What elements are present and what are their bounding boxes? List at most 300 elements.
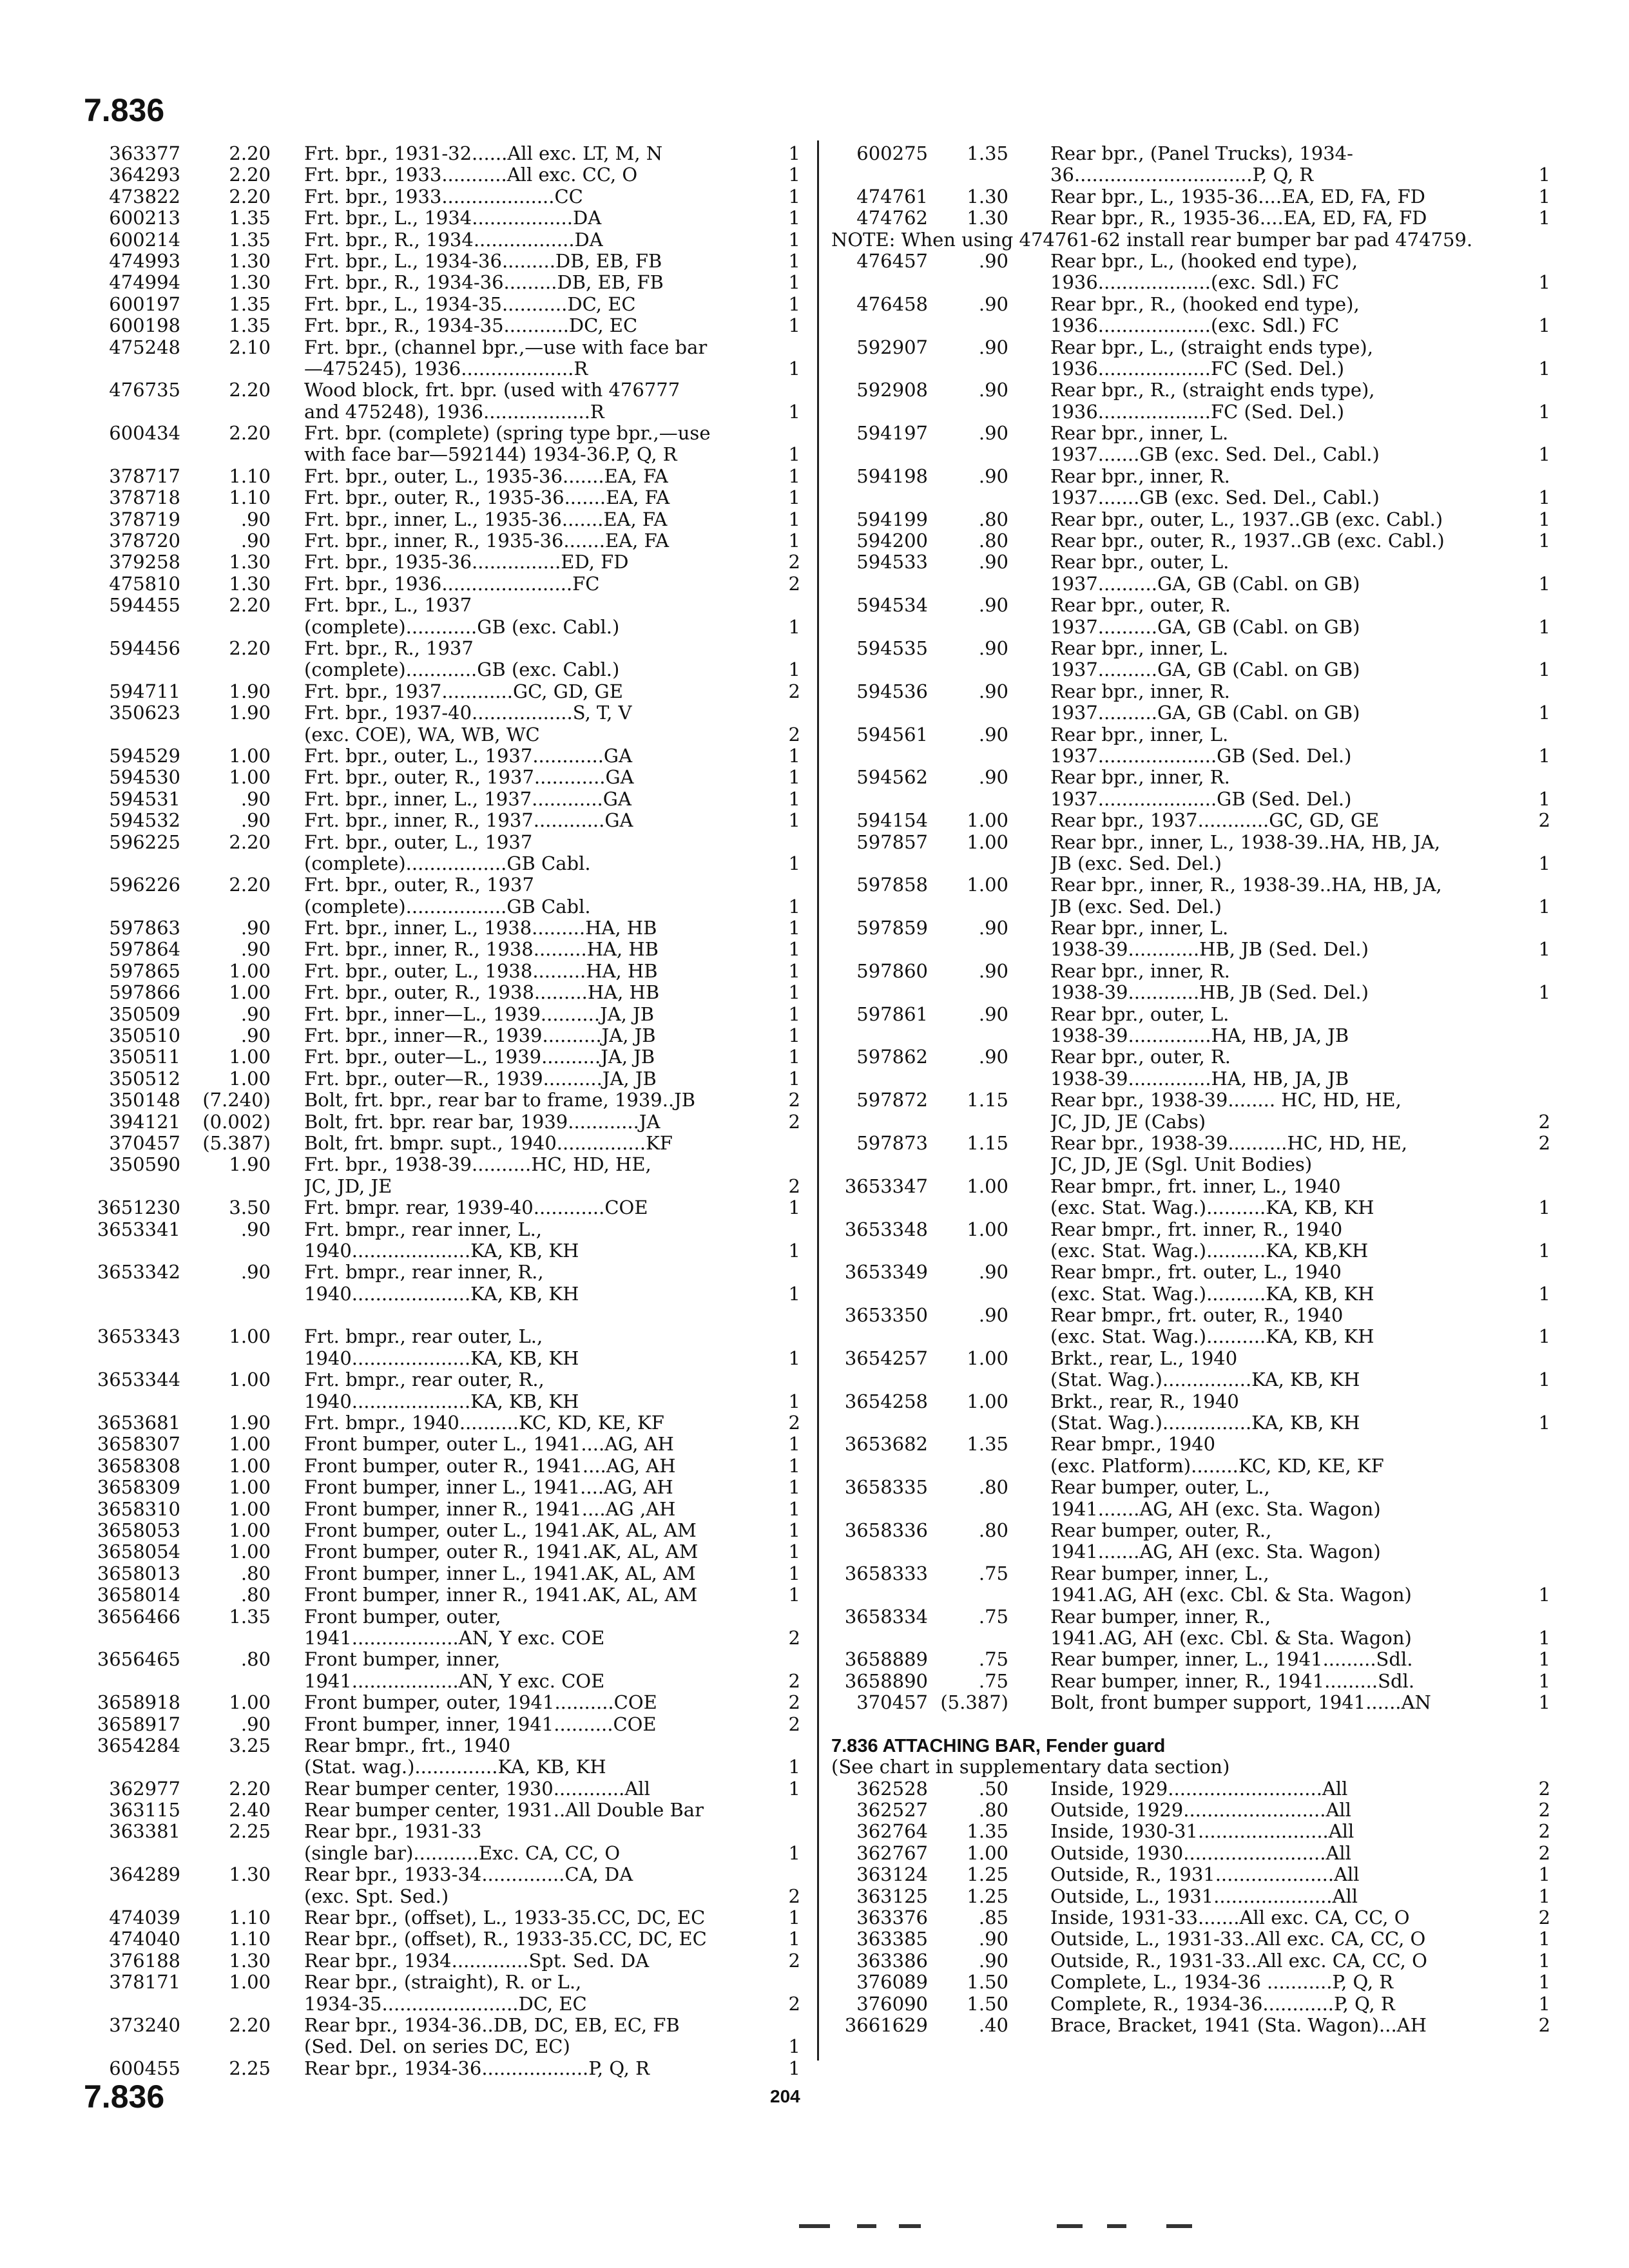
part-number: 363125 xyxy=(856,1885,928,1907)
parts-row xyxy=(831,852,1550,874)
parts-row xyxy=(831,1499,1547,1520)
quantity: 1 xyxy=(1538,1626,1550,1649)
part-number: 378718 xyxy=(109,486,180,509)
quantity: 1 xyxy=(1538,1949,1550,1972)
parts-row xyxy=(84,1756,805,1778)
description: Frt. bpr., 1935-36...............ED, FD xyxy=(304,552,629,573)
description: Front bumper, inner R., 1941.AK, AL, AM xyxy=(304,1584,698,1606)
description: Brkt., rear, L., 1940 xyxy=(1050,1347,1238,1369)
quantity: 1 xyxy=(788,1907,800,1929)
quantity: 1 xyxy=(1538,207,1550,229)
description: Frt. bpr., 1937............GC, GD, GE xyxy=(304,680,623,702)
price: .50 xyxy=(978,1777,1008,1800)
part-number: 597858 xyxy=(856,874,928,896)
description: Rear bumper, outer, L., xyxy=(1050,1477,1270,1499)
price: 1.35 xyxy=(967,142,1008,164)
parts-row xyxy=(831,1025,1547,1046)
parts-row xyxy=(84,1520,805,1541)
parts-row xyxy=(831,1325,1550,1348)
description: (Sed. Del. on series DC, EC) xyxy=(304,2036,570,2058)
quantity: 1 xyxy=(1538,787,1550,810)
parts-row xyxy=(84,1628,805,1649)
quantity: 1 xyxy=(788,1347,800,1369)
description: Rear bmpr., frt. inner, L., 1940 xyxy=(1050,1175,1341,1197)
parts-row xyxy=(84,1714,805,1735)
price: 1.00 xyxy=(229,959,271,982)
part-number: 350509 xyxy=(109,1003,180,1025)
price: .90 xyxy=(978,336,1008,358)
part-number: 594535 xyxy=(856,637,928,659)
description: (single bar)...........Exc. CA, CC, O xyxy=(304,1842,621,1864)
description: 1937....................GB (Sed. Del.) xyxy=(1050,788,1352,810)
description: Front bumper, outer R., 1941.AK, AL, AM xyxy=(304,1541,699,1563)
parts-row xyxy=(84,982,805,1003)
part-number: 363377 xyxy=(109,142,180,164)
description: (exc. Stat. Wag.)..........KA, KB, KH xyxy=(1050,1326,1374,1348)
quantity: 1 xyxy=(1538,1669,1550,1692)
description: Rear bpr., inner, R. xyxy=(1050,767,1230,789)
part-number: 350510 xyxy=(109,1024,180,1047)
part-number: 592908 xyxy=(856,379,928,401)
parts-row xyxy=(831,1456,1547,1477)
parts-row xyxy=(84,681,805,702)
description: and 475248), 1936..................R xyxy=(304,401,604,423)
quantity: 1 xyxy=(1538,185,1550,207)
parts-row xyxy=(831,702,1550,724)
part-number: 594455 xyxy=(109,594,180,617)
quantity: 1 xyxy=(1538,443,1550,466)
parts-row xyxy=(84,853,805,874)
description: Frt. bpr., 1938-39..........HC, HD, HE, xyxy=(304,1154,651,1176)
parts-row xyxy=(831,400,1550,423)
price: 1.00 xyxy=(967,1218,1008,1240)
description: (complete).................GB Cabl. xyxy=(304,896,591,918)
quantity: 1 xyxy=(788,249,800,272)
part-number: 3658013 xyxy=(97,1562,180,1584)
parts-row xyxy=(84,1994,805,2015)
part-number: 350590 xyxy=(109,1153,180,1176)
price: 2.20 xyxy=(229,379,271,401)
parts-row xyxy=(84,2058,805,2079)
part-number: 379258 xyxy=(109,551,180,573)
parts-row xyxy=(84,164,805,186)
price: (5.387) xyxy=(202,1131,271,1154)
part-number: 594200 xyxy=(856,530,928,552)
part-number: 378720 xyxy=(109,530,180,552)
price: 1.15 xyxy=(967,1089,1008,1111)
part-number: 600198 xyxy=(109,314,180,337)
price: .90 xyxy=(978,1261,1008,1283)
parts-row xyxy=(84,251,805,272)
quantity: 1 xyxy=(1538,357,1550,380)
parts-row xyxy=(84,1563,805,1584)
quantity: 1 xyxy=(788,1497,800,1520)
price: .90 xyxy=(978,1949,1008,1972)
quantity: 1 xyxy=(1538,1971,1550,1994)
column-divider xyxy=(817,140,819,2061)
note-text: (See chart in supplementary data section) xyxy=(831,1756,1230,1778)
parts-row xyxy=(831,658,1550,681)
part-number: 474039 xyxy=(109,1907,180,1929)
description: 1937..........GA, GB (Cabl. on GB) xyxy=(1050,702,1360,724)
parts-row xyxy=(831,486,1550,509)
part-number: 394121 xyxy=(109,1110,180,1133)
description: Rear bmpr., 1940 xyxy=(1050,1434,1216,1456)
price: 2.20 xyxy=(229,164,271,186)
parts-row xyxy=(84,487,805,508)
description: Frt. bpr., L., 1934-35...........DC, EC xyxy=(304,293,636,315)
description: 1937..........GA, GB (Cabl. on GB) xyxy=(1050,616,1360,638)
note-text: NOTE: When using 474761-62 install rear bumper bar pad 474759. xyxy=(831,228,1473,251)
quantity: 1 xyxy=(1538,615,1550,638)
parts-row xyxy=(831,1563,1547,1584)
quantity: 1 xyxy=(788,1003,800,1025)
quantity: 1 xyxy=(788,314,800,337)
part-number: 362528 xyxy=(856,1777,928,1800)
price: 1.35 xyxy=(229,293,271,315)
price: 1.35 xyxy=(229,207,271,229)
description: Outside, L., 1931-33..All exc. CA, CC, O xyxy=(1050,1928,1426,1950)
price: .90 xyxy=(978,422,1008,445)
description: Rear bpr., inner, L. xyxy=(1050,423,1229,445)
parts-row xyxy=(831,681,1547,702)
description: Rear bpr., (offset), L., 1933-35.CC, DC, EC xyxy=(304,1907,706,1929)
description: 1941.......AG, AH (exc. Sta. Wagon) xyxy=(1050,1498,1381,1520)
footer-mark xyxy=(1166,2224,1192,2228)
page-number: 204 xyxy=(770,2086,800,2106)
description: (Stat. wag.)..............KA, KB, KH xyxy=(304,1756,606,1778)
part-number: 597861 xyxy=(856,1003,928,1025)
description: 1937..........GA, GB (Cabl. on GB) xyxy=(1050,659,1360,681)
parts-row xyxy=(831,638,1547,659)
quantity: 1 xyxy=(788,400,800,423)
part-number: 350511 xyxy=(109,1046,180,1068)
description: Frt. bmpr., rear outer, R., xyxy=(304,1369,545,1391)
parts-row xyxy=(831,1756,1547,1778)
parts-row xyxy=(84,186,805,207)
description: Frt. bpr., 1937-40.................S, T, V xyxy=(304,702,632,724)
parts-row xyxy=(84,1283,805,1305)
part-number: 3658307 xyxy=(97,1433,180,1456)
part-number: 363124 xyxy=(856,1863,928,1886)
parts-row xyxy=(84,1864,805,1885)
part-number: 363376 xyxy=(856,1907,928,1929)
part-number: 597857 xyxy=(856,831,928,853)
parts-row xyxy=(84,2015,805,2036)
quantity: 1 xyxy=(1538,658,1550,681)
description: (complete)............GB (exc. Cabl.) xyxy=(304,659,620,681)
part-number: 364293 xyxy=(109,164,180,186)
price: 1.00 xyxy=(229,1497,271,1520)
part-number: 378717 xyxy=(109,465,180,487)
price: 3.25 xyxy=(229,1734,271,1756)
part-number: 3653681 xyxy=(97,1412,180,1434)
description: Front bumper, outer, xyxy=(304,1606,501,1628)
part-number: 594531 xyxy=(109,787,180,810)
parts-row xyxy=(84,961,805,982)
parts-row xyxy=(831,1068,1547,1090)
parts-row xyxy=(831,423,1547,444)
price: 2.20 xyxy=(229,185,271,207)
parts-row xyxy=(831,1477,1547,1498)
description: Rear bpr., 1937............GC, GD, GE xyxy=(1050,810,1380,832)
quantity: 2 xyxy=(1538,2013,1550,2036)
price: 1.35 xyxy=(229,314,271,337)
parts-row xyxy=(84,1025,805,1046)
price: 1.00 xyxy=(229,1476,271,1499)
price: 1.00 xyxy=(229,981,271,1004)
parts-row xyxy=(831,552,1547,573)
price: 1.10 xyxy=(229,465,271,487)
parts-row xyxy=(84,1606,805,1628)
price: 1.30 xyxy=(967,207,1008,229)
description: Frt. bpr., outer, R., 1935-36.......EA, FA xyxy=(304,487,670,509)
description: Wood block, frt. bpr. (used with 476777 xyxy=(304,380,680,401)
quantity: 1 xyxy=(1538,1196,1550,1219)
parts-row xyxy=(831,1004,1547,1025)
description: Rear bpr., outer, L. xyxy=(1050,1003,1229,1025)
price: 2.20 xyxy=(229,594,271,617)
parts-row xyxy=(84,1456,805,1477)
description: Frt. bpr., 1933...........All exc. CC, O xyxy=(304,164,638,186)
part-number: 350623 xyxy=(109,702,180,724)
description: Frt. bpr., R., 1934-35...........DC, EC xyxy=(304,315,638,337)
price: 1.00 xyxy=(229,1433,271,1456)
quantity: 1 xyxy=(788,1584,800,1606)
description: Frt. bpr., 1936......................FC xyxy=(304,573,600,595)
description: 36..............................P, Q, R xyxy=(1050,164,1314,186)
quantity: 1 xyxy=(788,207,800,229)
description: Bolt, frt. bmpr. supt., 1940...............KF xyxy=(304,1132,673,1154)
description: Frt. bpr., L., 1937 xyxy=(304,595,472,617)
description: Front bumper, inner L., 1941.AK, AL, AM xyxy=(304,1562,696,1584)
price: .80 xyxy=(978,530,1008,552)
quantity: 1 xyxy=(788,228,800,251)
footer-mark xyxy=(899,2224,921,2228)
part-number: 3656466 xyxy=(97,1605,180,1628)
part-number: 3653348 xyxy=(844,1218,928,1240)
description: Rear bumper center, 1930............All xyxy=(304,1778,650,1800)
description: Frt. bpr., inner, R., 1938.........HA, HB xyxy=(304,939,659,961)
quantity: 1 xyxy=(788,852,800,874)
price: 1.30 xyxy=(229,572,271,595)
description: Outside, R., 1931-33..All exc. CA, CC, O xyxy=(1050,1950,1427,1972)
parts-row xyxy=(84,552,805,573)
price: 1.00 xyxy=(229,1046,271,1068)
parts-row xyxy=(84,1950,805,1972)
part-number: 363385 xyxy=(856,1928,928,1950)
quantity: 1 xyxy=(1538,938,1550,961)
description: (exc. COE), WA, WB, WC xyxy=(304,724,540,745)
quantity: 1 xyxy=(788,486,800,509)
quantity: 1 xyxy=(1538,981,1550,1004)
quantity: 2 xyxy=(1538,1907,1550,1929)
price: .80 xyxy=(978,508,1008,530)
quantity: 1 xyxy=(788,1433,800,1456)
parts-row xyxy=(84,1434,805,1455)
description: (exc. Spt. Sed.) xyxy=(304,1885,449,1907)
description: Frt. bpr., outer—R., 1939..........JA, JB xyxy=(304,1068,657,1090)
quantity: 2 xyxy=(1538,1799,1550,1821)
description: Rear bumper, inner, R., xyxy=(1050,1606,1271,1628)
price: 2.25 xyxy=(229,2057,271,2079)
description: Front bumper, outer, 1941..........COE xyxy=(304,1692,657,1714)
part-number: 3653344 xyxy=(97,1369,180,1391)
price: .75 xyxy=(978,1648,1008,1671)
part-number: 370457 xyxy=(109,1131,180,1154)
part-number: 3654258 xyxy=(844,1390,928,1412)
description: Rear bpr., (straight), R. or L., xyxy=(304,1972,582,1994)
parts-row xyxy=(84,1821,805,1842)
parts-row xyxy=(831,294,1547,315)
parts-row xyxy=(831,1090,1547,1111)
part-number: 474994 xyxy=(109,271,180,294)
description: 1938-39..............HA, HB, JA, JB xyxy=(1050,1025,1349,1047)
description: Bolt, frt. bpr. rear bar, 1939............JA xyxy=(304,1111,660,1133)
price: 1.30 xyxy=(229,271,271,294)
quantity: 1 xyxy=(1538,1282,1550,1305)
price: .90 xyxy=(240,787,271,810)
description: Rear bpr., R., (straight ends type), xyxy=(1050,380,1375,401)
price: .90 xyxy=(978,379,1008,401)
price: .85 xyxy=(978,1907,1008,1929)
parts-row xyxy=(831,832,1547,853)
description: Rear bpr., 1934-36..DB, DC, EB, EC, FB xyxy=(304,2014,680,2036)
price: 1.10 xyxy=(229,486,271,509)
description: 1941.AG, AH (exc. Cbl. & Sta. Wagon) xyxy=(1050,1584,1412,1606)
parts-row xyxy=(84,315,805,336)
parts-row xyxy=(84,1369,805,1390)
description: Frt. bpr., R., 1934-36.........DB, EB, FB xyxy=(304,272,664,294)
parts-row xyxy=(831,1219,1547,1240)
description: 1940....................KA, KB, KH xyxy=(304,1240,579,1262)
parts-row xyxy=(831,1369,1550,1391)
description: Rear bpr., L., (hooked end type), xyxy=(1050,250,1358,272)
parts-row xyxy=(831,1841,1550,1864)
price: 1.35 xyxy=(967,1433,1008,1456)
parts-row xyxy=(84,1240,805,1262)
price: .90 xyxy=(240,1003,271,1025)
price: 1.35 xyxy=(229,228,271,251)
parts-row xyxy=(831,1971,1550,1994)
parts-row xyxy=(84,724,805,745)
parts-row xyxy=(84,1778,805,1800)
price: 1.30 xyxy=(229,1863,271,1886)
parts-row xyxy=(831,443,1550,466)
description: 1938-39............HB, JB (Sed. Del.) xyxy=(1050,939,1369,961)
description: Rear bpr., R., (hooked end type), xyxy=(1050,293,1360,315)
parts-row xyxy=(84,1133,805,1154)
part-number: 476457 xyxy=(856,249,928,272)
parts-row xyxy=(84,1477,805,1498)
part-number: 3658335 xyxy=(844,1476,928,1499)
quantity: 1 xyxy=(788,357,800,380)
part-number: 378719 xyxy=(109,508,180,530)
description: Frt. bpr., inner—R., 1939..........JA, JB xyxy=(304,1025,656,1047)
description: Brkt., rear, R., 1940 xyxy=(1050,1390,1239,1412)
price: 2.20 xyxy=(229,1777,271,1800)
description: (exc. Stat. Wag.)..........KA, KB, KH xyxy=(1050,1197,1374,1219)
parts-row xyxy=(84,595,805,616)
price: 1.15 xyxy=(967,1131,1008,1154)
parts-row xyxy=(831,1885,1550,1907)
part-number: 596225 xyxy=(109,831,180,853)
description: Rear bpr., inner, R. xyxy=(1050,960,1230,982)
part-number: 600275 xyxy=(856,142,928,164)
price: 2.25 xyxy=(229,1820,271,1843)
quantity: 2 xyxy=(788,1626,800,1649)
quantity: 1 xyxy=(788,959,800,982)
quantity: 1 xyxy=(1538,271,1550,294)
quantity: 1 xyxy=(1538,1885,1550,1907)
part-number: 3653341 xyxy=(97,1218,180,1240)
parts-row xyxy=(84,466,805,487)
parts-row xyxy=(831,229,1547,251)
quantity: 2 xyxy=(788,723,800,745)
part-number: 362977 xyxy=(109,1777,180,1800)
price: 2.20 xyxy=(229,142,271,164)
quantity: 1 xyxy=(788,530,800,552)
price: 1.00 xyxy=(967,809,1008,832)
price: .90 xyxy=(978,249,1008,272)
quantity: 1 xyxy=(1538,1992,1550,2015)
part-number: 362767 xyxy=(856,1841,928,1864)
parts-row xyxy=(84,939,805,960)
parts-row xyxy=(84,207,805,229)
parts-row xyxy=(84,767,805,788)
parts-row xyxy=(831,185,1550,207)
description: Frt. bpr., L., 1934-36.........DB, EB, FB xyxy=(304,250,662,272)
parts-row xyxy=(831,1282,1550,1305)
parts-row xyxy=(84,1391,805,1412)
quantity: 1 xyxy=(788,443,800,466)
parts-row xyxy=(831,1154,1547,1175)
price: 1.00 xyxy=(229,744,271,767)
quantity: 1 xyxy=(1538,1928,1550,1950)
quantity: 1 xyxy=(788,2035,800,2058)
parts-row xyxy=(84,1111,805,1133)
price: 1.10 xyxy=(229,1907,271,1929)
parts-row xyxy=(84,1735,805,1756)
price: 1.90 xyxy=(229,702,271,724)
part-number: 3653350 xyxy=(844,1304,928,1327)
parts-row xyxy=(831,1992,1550,2015)
parts-row xyxy=(831,530,1550,552)
description: (complete).................GB Cabl. xyxy=(304,852,591,874)
quantity: 2 xyxy=(1538,1110,1550,1133)
parts-row xyxy=(831,1305,1547,1326)
quantity: 1 xyxy=(788,938,800,961)
part-number: 3658336 xyxy=(844,1519,928,1541)
part-number: 597863 xyxy=(109,917,180,939)
price: 1.00 xyxy=(229,1369,271,1391)
parts-row xyxy=(84,530,805,552)
quantity: 1 xyxy=(788,1196,800,1219)
parts-row xyxy=(831,1176,1547,1197)
price: 1.30 xyxy=(967,185,1008,207)
part-number: 3658310 xyxy=(97,1497,180,1520)
part-number: 594456 xyxy=(109,637,180,659)
price: 1.30 xyxy=(229,249,271,272)
parts-row xyxy=(831,595,1547,616)
part-number: 475248 xyxy=(109,336,180,358)
quantity: 1 xyxy=(788,744,800,767)
part-number: 597859 xyxy=(856,917,928,939)
price: .90 xyxy=(978,723,1008,745)
description: Outside, 1930........................All xyxy=(1050,1842,1351,1864)
description: Front bumper, inner L., 1941....AG, AH xyxy=(304,1477,673,1499)
price: 1.00 xyxy=(229,1519,271,1541)
